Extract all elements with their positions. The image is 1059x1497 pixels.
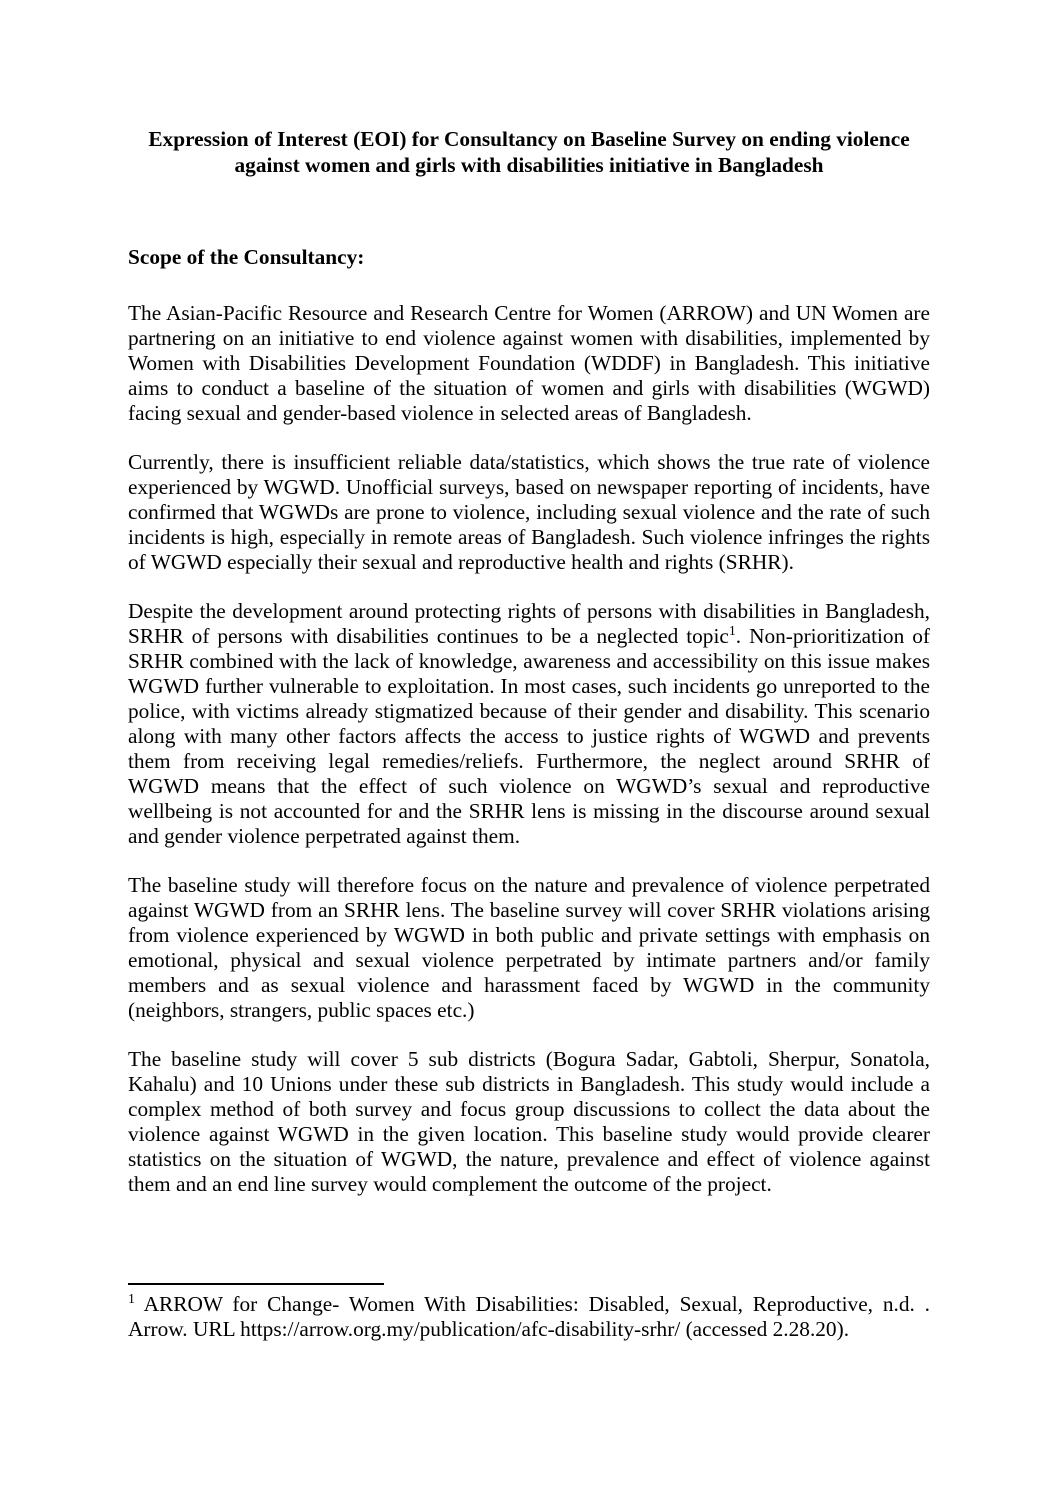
paragraph-srhr-neglect-text-continued: . Non-prioritization of SRHR combined with the lack of knowledge, awareness and accessibility on this issue makes WGWD further vulnerable to exploitation. In most cases, such incidents go unreported to the police, with victims already stigmatized because of their gender and disability. This scenario along with many other factors affects the access to justice rights of WGWD and prevents them from receiving legal remedies/reliefs. Furthermore, the neglect around SRHR of WGWD means that the effect of such violence on WGWD’s sexual and reproductive wellbeing is not accounted for and the SRHR lens is missing in the discourse around sexual and gender violence perpetrated against them. (128, 624, 930, 848)
paragraph-srhr-neglect-text: Despite the development around protecting rights of persons with disabilities in Bangladesh, SRHR of persons with disabilities continues to be a neglected topic (128, 599, 930, 648)
paragraph-coverage: The baseline study will cover 5 sub districts (Bogura Sadar, Gabtoli, Sherpur, Sonatola, Kahalu) and 10 Unions under these sub districts in Bangladesh. This study would include a complex method of both survey and focus group discussions to collect the data about the violence against WGWD in the given location. This baseline study would provide clearer statistics on the situation of WGWD, the nature, prevalence and effect of violence against them and an end line survey would complement the outcome of the project. (128, 1047, 930, 1196)
paragraph-baseline-focus: The baseline study will therefore focus on the nature and prevalence of violence perpetrated against WGWD from an SRHR lens. The baseline survey will cover SRHR violations arising from violence experienced by WGWD in both public and private settings with emphasis on emotional, physical and sexual violence perpetrated by intimate partners and/or family members and as sexual violence and harassment faced by WGWD in the community (neighbors, strangers, public spaces etc.) (128, 873, 930, 1022)
section-heading: Scope of the Consultancy: (128, 245, 365, 269)
document-title: Expression of Interest (EOI) for Consultancy on Baseline Survey on ending violence against women and girls with disabilities initiative in Bangladesh (148, 127, 910, 177)
footnote-citation: ARROW for Change- Women With Disabilities: Disabled, Sexual, Reproductive, n.d. . Arrow. URL https://arrow.org.my/publication/afc-disability-srhr/ (accessed 2.28.20). (128, 1292, 930, 1341)
paragraph-overview: The Asian-Pacific Resource and Research Centre for Women (ARROW) and UN Women are partnering on an initiative to end violence against women with disabilities, implemented by Women with Disabilities Development Foundation (WDDF) in Bangladesh. This initiative aims to conduct a baseline of the situation of women and girls with disabilities (WGWD) facing sexual and gender-based violence in selected areas of Bangladesh. (128, 301, 930, 425)
paragraph-srhr-neglect (128, 599, 930, 849)
footnote-reference-marker: 1 (728, 622, 736, 638)
footnote-number: 1 (128, 1290, 135, 1306)
footnote-text (128, 1292, 930, 1342)
paragraph-data-gap: Currently, there is insufficient reliable data/statistics, which shows the true rate of violence experienced by WGWD. Unofficial surveys, based on newspaper reporting of incidents, have confirmed that WGWDs are prone to violence, including sexual violence and the rate of such incidents is high, especially in remote areas of Bangladesh. Such violence infringes the rights of WGWD especially their sexual and reproductive health and rights (SRHR). (128, 450, 930, 574)
footnote-separator-line (128, 1283, 384, 1285)
footnote-area (128, 1283, 930, 1342)
